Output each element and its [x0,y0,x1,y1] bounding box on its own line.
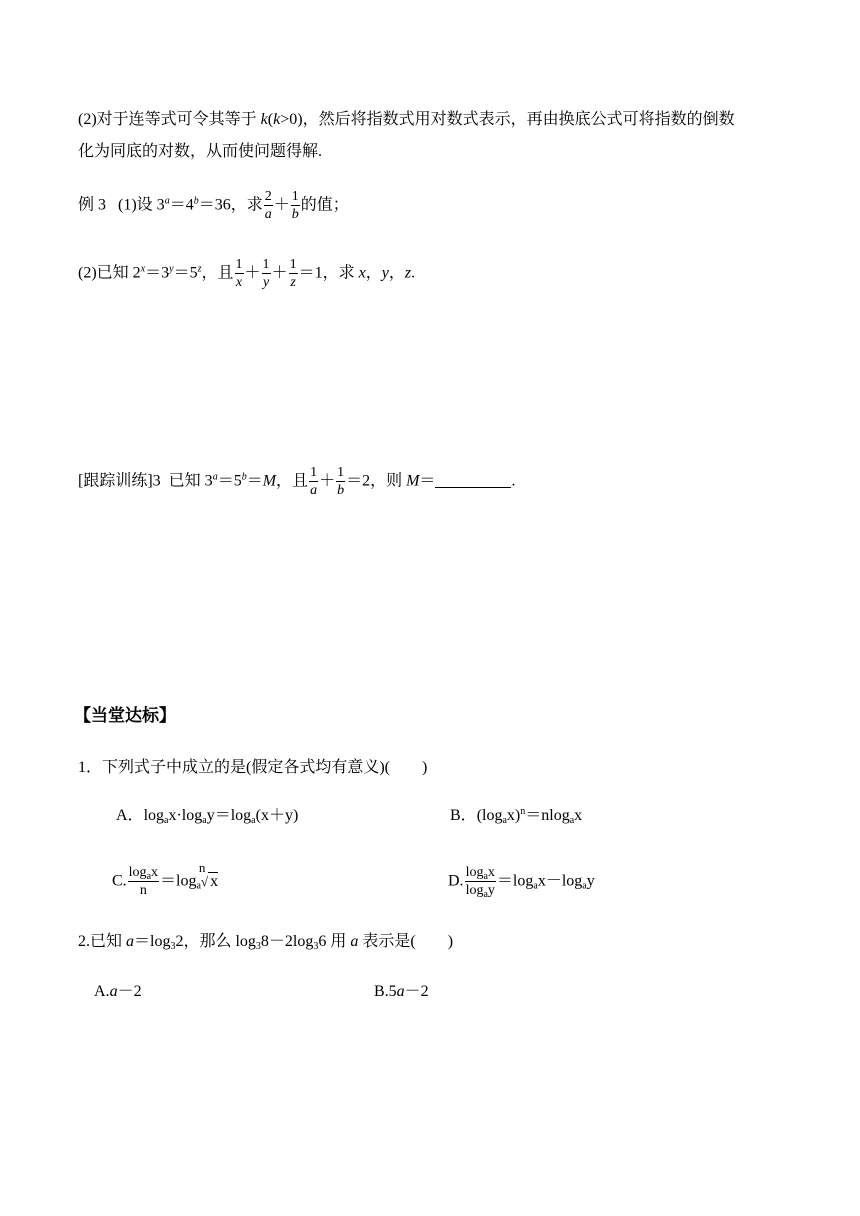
q2-stem: 2.已知 $a=\log_32$，那么 $\log_38-2\log_36$ 用 a 表示是( ) [78,933,454,952]
practice-label: [跟踪训练]3 [78,472,161,490]
note-line-2: 化为同底的对数，从而使问题得解. [78,143,323,160]
q1-stem: 1．下列式子中成立的是(假定各式均有意义)( ) [78,759,428,776]
q1-option-d[interactable]: D. $\frac{\log_ax}{\log_ay}$ $=\log_ax-\log_ay$ [448,865,595,900]
practice3: [跟踪训练]3 已知 $3^a=5^b=M$，且 $\frac{1}{a}$ ＋ $\frac{1}{b}$ ＝2，则 M＝ . [78,465,516,498]
q1-option-c[interactable]: C. $\frac{\log_ax}{n}$ $=\log_a$ n √ x [112,859,219,898]
example3-part1: 例 3 (1)设 $3^a=4^b=36$，求 $\frac{2}{a}$ ＋ $\frac{1}{b}$ 的值； [78,189,349,222]
fraction: $\frac{1}{a}$ [310,465,318,498]
q1-option-b[interactable]: B．$(\log_ax)^n=nlog_ax$ [450,806,583,826]
fraction: $\frac{1}{b}$ [337,465,345,498]
fraction: $\frac{1}{z}$ [289,257,297,290]
fraction: $\frac{1}{y}$ [262,257,270,290]
fraction: $\frac{\log_ax}{\log_ay}$ [465,865,495,900]
example-label: 例 3 [78,196,107,214]
q2-option-b[interactable]: B.5a－2 [374,983,429,1000]
answer-blank[interactable] [435,473,511,488]
q2-option-a[interactable]: A.a－2 [94,983,142,1000]
fraction: $\frac{1}{b}$ [291,189,299,222]
note-line-1: (2)对于连等式可令其等于 k(k>0)，然后将指数式用对数式表示，再由换底公式可将指数的倒数 [78,111,735,128]
fraction: $\frac{\log_ax}{n}$ [128,865,159,898]
q1-option-a[interactable]: A．$\log_ax\cdot\log_ay=\log_a(x+y)$ [116,807,299,826]
example3-part2: (2)已知 $2^x=3^y=5^z$，且 $\frac{1}{x}$ ＋ $\frac{1}{y}$ ＋ $\frac{1}{z}$ ＝1，求 x，y，z. [78,257,416,290]
fraction: $\frac{1}{x}$ [235,257,243,290]
section-title: 【当堂达标】 [74,706,176,726]
nth-root: n √ x [198,859,219,890]
fraction: $\frac{2}{a}$ [264,189,272,222]
